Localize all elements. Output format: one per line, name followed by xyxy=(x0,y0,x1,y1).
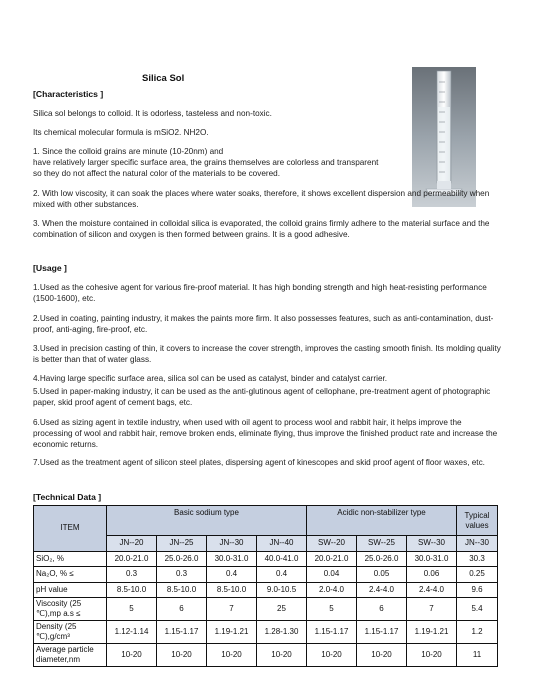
model-header-7: JN--30 xyxy=(457,536,498,552)
characteristics-p3c: so they do not affect the natural color of the materials to be covered. xyxy=(33,169,280,178)
table-row xyxy=(34,551,498,567)
row-label: Density (25 ℃),g/cm³ xyxy=(34,621,107,644)
row-label: Na₂O, % ≤ xyxy=(34,567,107,583)
model-header-1: JN--25 xyxy=(157,536,207,552)
table-cell: 1.28-1.30 xyxy=(257,621,307,644)
acidic-header: Acidic non-stabilizer type xyxy=(307,506,457,536)
table-cell: 30.3 xyxy=(457,551,498,567)
table-cell: 5 xyxy=(307,598,357,621)
model-header-3: JN--40 xyxy=(257,536,307,552)
table-cell: 0.4 xyxy=(257,567,307,583)
table-cell: 8.5-10.0 xyxy=(107,582,157,598)
table-cell: 1.15-1.17 xyxy=(307,621,357,644)
table-cell: 1.12-1.14 xyxy=(107,621,157,644)
table-cell: 5.4 xyxy=(457,598,498,621)
table-cell: 1.15-1.17 xyxy=(157,621,207,644)
table-cell: 10-20 xyxy=(157,644,207,667)
characteristics-p2: Its chemical molecular formula is mSiO2. NH2O. xyxy=(33,128,209,137)
table-cell: 10-20 xyxy=(307,644,357,667)
table-cell: 1.2 xyxy=(457,621,498,644)
table-cell: 0.3 xyxy=(107,567,157,583)
model-header-0: JN--20 xyxy=(107,536,157,552)
table-cell: 2.4-4.0 xyxy=(407,582,457,598)
table-cell: 5 xyxy=(107,598,157,621)
characteristics-heading: [Characteristics ] xyxy=(33,89,104,99)
table-row xyxy=(34,582,498,598)
model-header-2: JN--30 xyxy=(207,536,257,552)
table-row xyxy=(34,644,498,667)
usage-item-2: 2.Used in coating, painting industry, it makes the paints more firm. It also possesses features, such as anti-contamination, dust-proof, anti-aging, fire-proof, etc. xyxy=(33,314,494,334)
usage-item-1: 1.Used as the cohesive agent for various fire-proof material. It has high bonding strength and high heat-resisting performance (1500-1600), etc. xyxy=(33,283,487,303)
table-cell: 2.0-4.0 xyxy=(307,582,357,598)
table-cell: 9.6 xyxy=(457,582,498,598)
row-label: Viscosity (25 ℃),mp a.s ≤ xyxy=(34,598,107,621)
technical-heading: [Technical Data ] xyxy=(33,492,102,502)
table-row xyxy=(34,598,498,621)
item-header: ITEM xyxy=(34,506,107,552)
table-cell: 0.05 xyxy=(357,567,407,583)
table-cell: 9.0-10.5 xyxy=(257,582,307,598)
characteristics-p3a: 1. Since the colloid grains are minute (10-20nm) and xyxy=(33,147,224,156)
table-cell: 7 xyxy=(207,598,257,621)
table-cell: 40.0-41.0 xyxy=(257,551,307,567)
row-label: Average particle diameter,nm xyxy=(34,644,107,667)
basic-sodium-header: Basic sodium type xyxy=(107,506,307,536)
table-cell: 25.0-26.0 xyxy=(157,551,207,567)
table-cell: 30.0-31.0 xyxy=(207,551,257,567)
table-cell: 10-20 xyxy=(257,644,307,667)
table-cell: 10-20 xyxy=(107,644,157,667)
table-cell: 25.0-26.0 xyxy=(357,551,407,567)
table-cell: 8.5-10.0 xyxy=(207,582,257,598)
usage-item-6: 6.Used as sizing agent in textile industry, when used with oil agent to process wool and rabbit hair, it helps improve the processing of wool and rabbit hair, remove broken ends, eliminate flying, thus improve the finished product rate and increase the economic returns. xyxy=(33,418,498,449)
table-cell: 25 xyxy=(257,598,307,621)
characteristics-p1: Silica sol belongs to colloid. It is odorless, tasteless and non-toxic. xyxy=(33,109,272,118)
table-cell: 7 xyxy=(407,598,457,621)
usage-item-5: 5.Used in paper-making industry, it can be used as the anti-glutinous agent of cellophane, pre-treatment agent of photographic paper, skid proof agent of cement bags, etc. xyxy=(33,387,491,407)
characteristics-p4: 2. With low viscosity, it can soak the places where water soaks, therefore, it shows excellent dispersion and permeability when mixed with other substances. xyxy=(33,189,490,209)
model-header-6: SW--30 xyxy=(407,536,457,552)
model-header-4: SW--20 xyxy=(307,536,357,552)
usage-heading: [Usage ] xyxy=(33,263,67,273)
table-cell: 0.3 xyxy=(157,567,207,583)
usage-item-4: 4.Having large specific surface area, silica sol can be used as catalyst, binder and catalyst carrier. xyxy=(33,374,388,383)
model-header-5: SW--25 xyxy=(357,536,407,552)
page-title: Silica Sol xyxy=(142,73,185,84)
table-row xyxy=(34,621,498,644)
table-cell: 10-20 xyxy=(407,644,457,667)
table-cell: 10-20 xyxy=(357,644,407,667)
table-cell: 6 xyxy=(157,598,207,621)
table-cell: 8.5-10.0 xyxy=(157,582,207,598)
table-row xyxy=(34,567,498,583)
table-cell: 30.0-31.0 xyxy=(407,551,457,567)
row-label: SiO₂, % xyxy=(34,551,107,567)
technical-data-table xyxy=(33,505,498,667)
table-cell: 20.0-21.0 xyxy=(107,551,157,567)
table-cell: 0.04 xyxy=(307,567,357,583)
table-cell: 1.19-1.21 xyxy=(207,621,257,644)
usage-item-3: 3.Used in precision casting of thin, it covers to increase the cover strength, improves the casting smooth finish. Its molding quality is better than that of water glass. xyxy=(33,344,501,364)
usage-item-7: 7.Used as the treatment agent of silicon steel plates, dispersing agent of kinescopes and skid proof agent of floor waxes, etc. xyxy=(33,458,485,467)
characteristics-p5: 3. When the moisture contained in colloidal silica is evaporated, the colloid grains firmly adhere to the material surface and the combination of silicon and oxygen is then formed between grains. It is a good adhesive. xyxy=(33,219,490,239)
row-label: pH value xyxy=(34,582,107,598)
table-cell: 11 xyxy=(457,644,498,667)
table-cell: 6 xyxy=(357,598,407,621)
table-cell: 20.0-21.0 xyxy=(307,551,357,567)
table-cell: 1.19-1.21 xyxy=(407,621,457,644)
characteristics-p3b: have relatively larger specific surface area, the grains themselves are colorless and transparent xyxy=(33,158,379,167)
table-cell: 10-20 xyxy=(207,644,257,667)
table-cell: 1.15-1.17 xyxy=(357,621,407,644)
table-cell: 2.4-4.0 xyxy=(357,582,407,598)
table-cell: 0.4 xyxy=(207,567,257,583)
typical-values-header: Typical values xyxy=(457,506,498,536)
table-cell: 0.25 xyxy=(457,567,498,583)
table-cell: 0.06 xyxy=(407,567,457,583)
